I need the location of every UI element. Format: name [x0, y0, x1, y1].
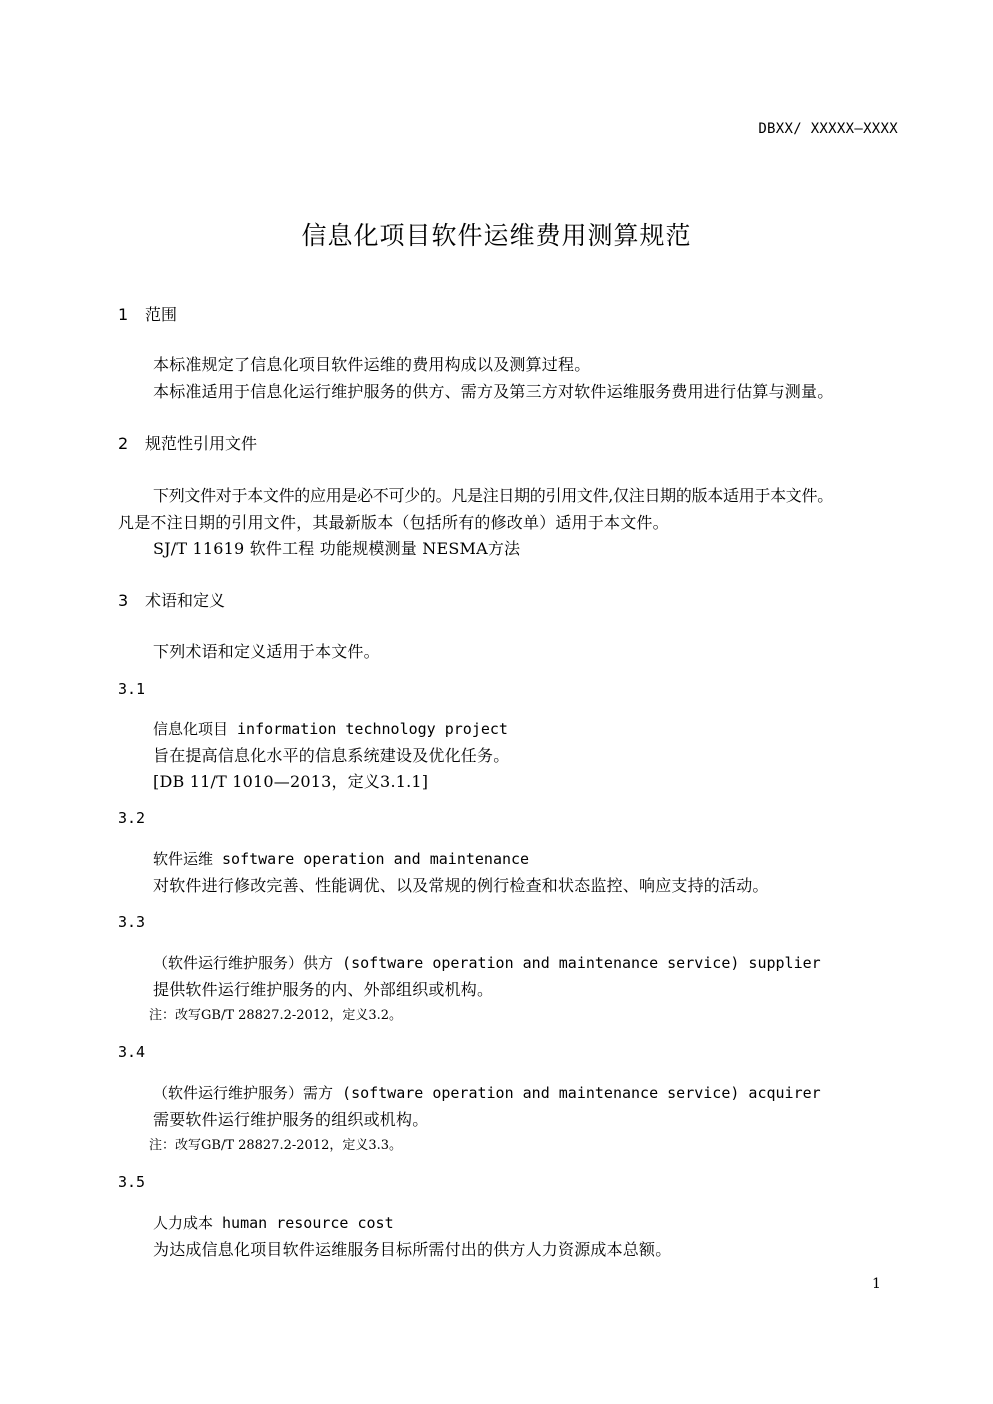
term-definition: 为达成信息化项目软件运维服务目标所需付出的供方人力资源成本总额。 [153, 1240, 672, 1259]
term-number: 3.3 [118, 913, 146, 931]
term-source: [DB 11/T 1010—2013，定义3.1.1] [153, 772, 429, 791]
term-note: 注：改写GB/T 28827.2-2012，定义3.3。 [149, 1138, 403, 1153]
paragraph: 下列术语和定义适用于本文件。 [153, 642, 380, 661]
section-title: 范围 [145, 305, 178, 324]
term-definition: 对软件进行修改完善、性能调优、以及常规的例行检查和状态监控、响应支持的活动。 [153, 876, 769, 895]
section-2-heading [118, 431, 257, 454]
term-name: （软件运行维护服务）需方 (software operation and maintenance service) acquirer [153, 1084, 821, 1102]
term-name: （软件运行维护服务）供方 (software operation and maintenance service) supplier [153, 954, 821, 972]
term-note: 注：改写GB/T 28827.2-2012，定义3.2。 [149, 1008, 403, 1023]
term-definition: 旨在提高信息化水平的信息系统建设及优化任务。 [153, 746, 510, 765]
section-3-heading [118, 588, 225, 611]
section-number: 2 [118, 434, 129, 453]
paragraph: 本标准适用于信息化运行维护服务的供方、需方及第三方对软件运维服务费用进行估算与测量。 [153, 382, 834, 401]
term-number: 3.5 [118, 1173, 146, 1191]
document-title: 信息化项目软件运维费用测算规范 [301, 221, 692, 250]
term-number: 3.2 [118, 809, 146, 827]
term-number: 3.4 [118, 1043, 146, 1061]
page-number: 1 [872, 1276, 881, 1292]
term-definition: 需要软件运行维护服务的组织或机构。 [153, 1110, 429, 1129]
document-code: DBXX/ XXXXX—XXXX [758, 121, 898, 137]
paragraph: 本标准规定了信息化项目软件运维的费用构成以及测算过程。 [153, 355, 591, 374]
paragraph: 凡是不注日期的引用文件，其最新版本（包括所有的修改单）适用于本文件。 [118, 513, 669, 532]
section-title: 术语和定义 [145, 591, 226, 610]
section-title: 规范性引用文件 [145, 434, 258, 453]
paragraph: 下列文件对于本文件的应用是必不可少的。凡是注日期的引用文件,仅注日期的版本适用于本文件。 [153, 486, 833, 505]
section-1-heading [118, 302, 177, 325]
section-number: 3 [118, 591, 129, 610]
term-name: 信息化项目 information technology project [153, 720, 508, 738]
term-name: 软件运维 software operation and maintenance [153, 850, 530, 868]
reference-entry: SJ/T 11619 软件工程 功能规模测量 NESMA方法 [153, 539, 521, 558]
term-number: 3.1 [118, 680, 146, 698]
term-name: 人力成本 human resource cost [153, 1214, 394, 1232]
term-definition: 提供软件运行维护服务的内、外部组织或机构。 [153, 980, 494, 999]
section-number: 1 [118, 305, 129, 324]
